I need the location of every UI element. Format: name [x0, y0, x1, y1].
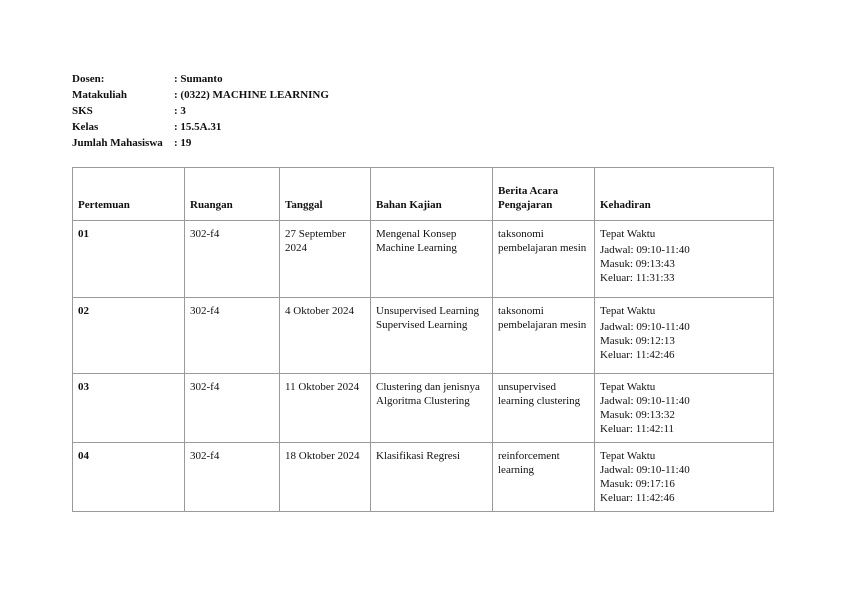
- cell-tanggal: 27 September 2024: [280, 221, 371, 298]
- kehadiran-keluar: Keluar: 11:42:46: [600, 349, 675, 361]
- cell-berita-acara: taksonomi pembelajaran mesin: [493, 298, 595, 374]
- kehadiran-keluar: Keluar: 11:42:46: [600, 492, 675, 504]
- cell-ruangan: 302-f4: [185, 298, 280, 374]
- info-row-matakuliah: [72, 87, 329, 103]
- cell-pertemuan: 02: [73, 298, 185, 374]
- cell-bahan-kajian: Unsupervised Learning Supervised Learning: [371, 298, 493, 374]
- cell-ruangan: 302-f4: [185, 443, 280, 512]
- cell-pertemuan: 01: [73, 221, 185, 298]
- cell-ruangan: 302-f4: [185, 221, 280, 298]
- kehadiran-masuk: Masuk: 09:13:32: [600, 409, 675, 421]
- kehadiran-masuk: Masuk: 09:12:13: [600, 335, 675, 347]
- cell-berita-acara: reinforcement learning: [493, 443, 595, 512]
- matakuliah-value: : (0322) MACHINE LEARNING: [174, 89, 329, 101]
- table-row: [73, 221, 774, 298]
- col-header-pertemuan: Pertemuan: [73, 168, 185, 221]
- info-row-kelas: [72, 119, 329, 135]
- table-header-row: [73, 168, 774, 221]
- attendance-table: [72, 167, 774, 512]
- cell-pertemuan: 04: [73, 443, 185, 512]
- sks-label: SKS: [72, 105, 93, 117]
- matakuliah-label: Matakuliah: [72, 89, 128, 101]
- kehadiran-status: Tepat Waktu: [600, 450, 656, 462]
- info-row-sks: [72, 103, 329, 119]
- kehadiran-status: Tepat Waktu: [600, 381, 656, 393]
- kelas-value: : 15.5A.31: [174, 121, 222, 133]
- cell-berita-acara: taksonomi pembelajaran mesin: [493, 221, 595, 298]
- info-row-jumlah: [72, 135, 329, 151]
- cell-bahan-kajian: Mengenal Konsep Machine Learning: [371, 221, 493, 298]
- sks-value: : 3: [174, 105, 186, 117]
- kehadiran-keluar: Keluar: 11:31:33: [600, 272, 675, 284]
- jumlah-value: : 19: [174, 137, 192, 149]
- kehadiran-jadwal: Jadwal: 09:10-11:40: [600, 244, 690, 256]
- cell-berita-acara: unsupervised learning clustering: [493, 374, 595, 443]
- kehadiran-masuk: Masuk: 09:17:16: [600, 478, 675, 490]
- kehadiran-status: Tepat Waktu: [600, 305, 656, 317]
- kehadiran-jadwal: Jadwal: 09:10-11:40: [600, 395, 690, 407]
- cell-kehadiran: [595, 221, 774, 298]
- course-info: [72, 71, 329, 151]
- kelas-label: Kelas: [72, 121, 99, 133]
- kehadiran-masuk: Masuk: 09:13:43: [600, 258, 675, 270]
- cell-bahan-kajian: Clustering dan jenisnya Algoritma Clustering: [371, 374, 493, 443]
- cell-bahan-kajian: Klasifikasi Regresi: [371, 443, 493, 512]
- info-row-dosen: [72, 71, 329, 87]
- cell-kehadiran: [595, 443, 774, 512]
- kehadiran-status: Tepat Waktu: [600, 228, 656, 240]
- col-header-kehadiran: Kehadiran: [595, 168, 774, 221]
- cell-kehadiran: [595, 374, 774, 443]
- cell-tanggal: 11 Oktober 2024: [280, 374, 371, 443]
- cell-tanggal: 4 Oktober 2024: [280, 298, 371, 374]
- kehadiran-keluar: Keluar: 11:42:11: [600, 423, 675, 435]
- table-row: [73, 298, 774, 374]
- table-row: [73, 374, 774, 443]
- cell-ruangan: 302-f4: [185, 374, 280, 443]
- jumlah-label: Jumlah Mahasiswa: [72, 137, 163, 149]
- cell-kehadiran: [595, 298, 774, 374]
- table-row: [73, 443, 774, 512]
- dosen-label: Dosen:: [72, 73, 105, 85]
- dosen-value: : Sumanto: [174, 73, 223, 85]
- col-header-tanggal: Tanggal: [280, 168, 371, 221]
- kehadiran-jadwal: Jadwal: 09:10-11:40: [600, 464, 690, 476]
- cell-tanggal: 18 Oktober 2024: [280, 443, 371, 512]
- col-header-berita-acara: Berita Acara Pengajaran: [493, 168, 595, 221]
- kehadiran-jadwal: Jadwal: 09:10-11:40: [600, 321, 690, 333]
- col-header-ruangan: Ruangan: [185, 168, 280, 221]
- col-header-bahan-kajian: Bahan Kajian: [371, 168, 493, 221]
- cell-pertemuan: 03: [73, 374, 185, 443]
